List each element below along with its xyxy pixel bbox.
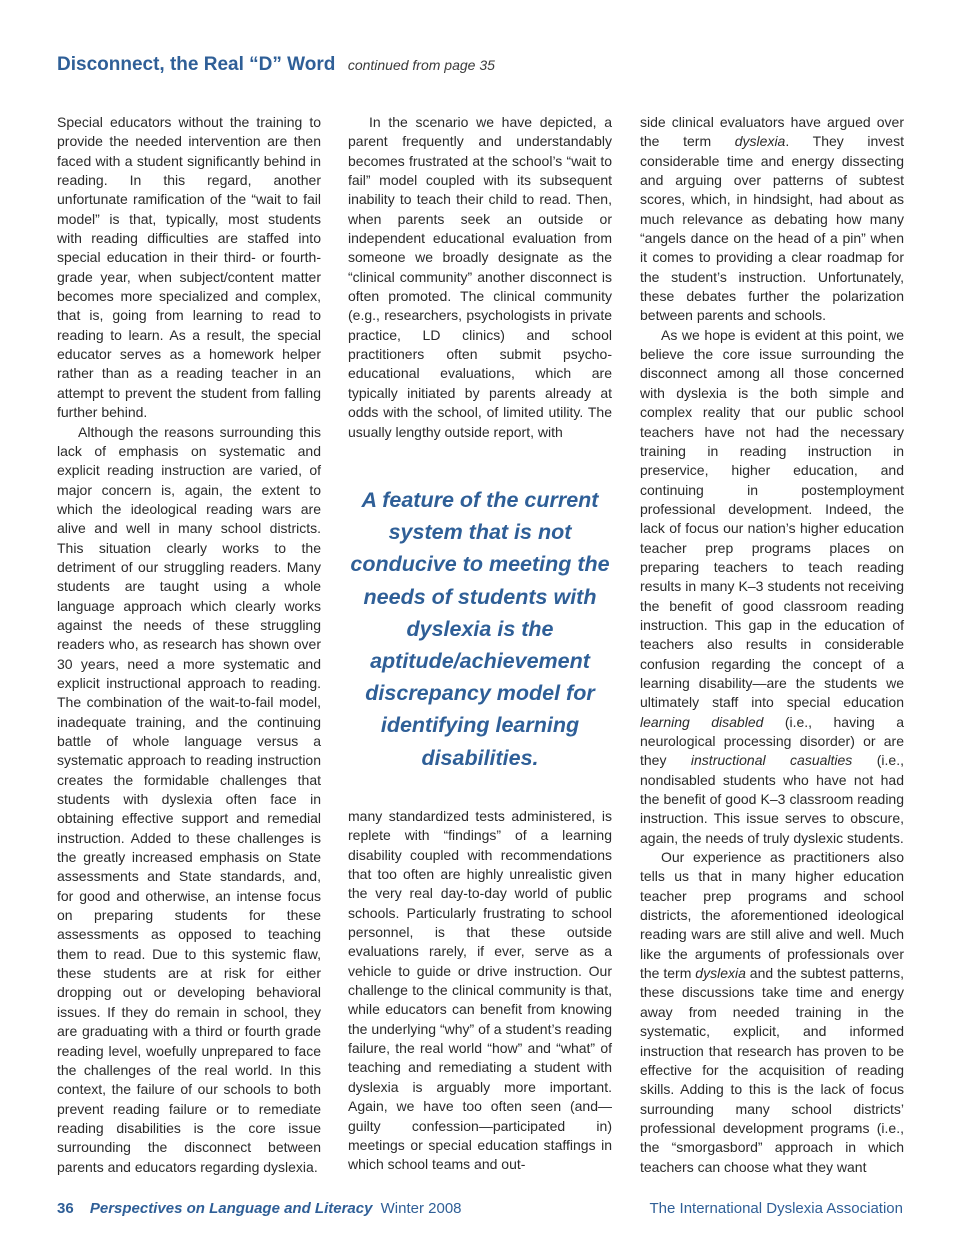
page-number: 36 bbox=[57, 1200, 74, 1217]
journal-title: Perspectives on Language and Literacy bbox=[89, 1200, 373, 1217]
col3-p1-emphasis: dyslexia bbox=[734, 133, 786, 150]
col3-p2-emphasis-2: instructional casualties bbox=[690, 752, 853, 769]
col3-p3-text-a: Our experience as practitioners also tells us that in many higher education teacher prep programs and school districts, the aforementioned ideological reading wars are still alive and well. Much like the arguments of professionals over the term bbox=[640, 849, 904, 982]
col3-p1-text-a: side clinical evaluators have argued over the term bbox=[640, 114, 904, 150]
continued-note: continued from page 35 bbox=[347, 57, 495, 73]
col3-paragraph-3 bbox=[640, 848, 904, 1177]
organization-name: The International Dyslexia Association bbox=[649, 1200, 903, 1217]
col3-paragraph-1 bbox=[640, 113, 904, 326]
column-2-top bbox=[348, 113, 612, 442]
page-footer bbox=[57, 1200, 903, 1222]
col3-p1-text-b: . They invest considerable time and energy dissecting and arguing over patterns of subtest scores, which, in hindsight, had about as much relevance as debating how many “angels dance on the head of a pin” when it comes to providing a clear roadmap for the student’s instruction. Unfortunately, these debates further the polarization between parents and schools. bbox=[640, 133, 904, 324]
col2-paragraph-2: many standardized tests administered, is replete with “findings” of a learning disability coupled with recommendations that too often are highly unrealistic given the very real day-to-day world of public schools. Particularly frustrating to school personnel, is that these outside evaluations rarely, if ever, serve as a vehicle to guide or drive instruction. Our challenge to the clinical community is that, while educators can benefit from knowing the underlying “why” of a student’s reading failure, the real world “how” and “what” of teaching and remediating a student with dyslexia is arguably more important. Again, we have too often seen (and—guilty confession—participated in) meetings or special education staffings in which school teams and out- bbox=[348, 808, 612, 1173]
col1-paragraph-2: Although the reasons surrounding this lack of emphasis on systematic and explicit reading instruction are varied, of major concern is, again, the extent to which the ideological reading wars are alive and well in many school districts. This situation clearly works to the detriment of our struggling readers. Many students are taught using a whole language approach which clearly works against the needs of these struggling readers who, as research has shown over 30 years, need a more systematic and explicit instructional approach to reading. The combination of the wait-to-fail model, inadequate training, and the continuing battle of whole language versus a systematic approach to reading instruction creates the formidable challenges that students with dyslexia often face in obtaining effective support and remedial instruction. Added to these challenges is the greatly increased emphasis on State assessments and State standards, and, for good and otherwise, an intense focus on preparing students for these assessments as opposed to teaching them to read. Due to this systemic flaw, these students are at risk for either dropping out or developing behavioral issues. If they do remain in school, they are graduating with a third or fourth grade reading level, woefully unprepared to face the challenges of the real world. In this context, the failure of our schools to both prevent reading failure or to remediate reading disabilities is the core issue surrounding the disconnect between parents and educators regarding dyslexia. bbox=[57, 423, 321, 1175]
pull-quote: A feature of the current system that is not conducive to meeting the needs of students with dyslexia is the aptitude/achievement discrepancy model for identifying learning disabilities. bbox=[350, 488, 610, 770]
col3-p3-emphasis: dyslexia bbox=[695, 965, 746, 982]
col3-p2-text-c: (i.e., nondisabled students who have not had the benefit of good K–3 classroom reading instruction. This issue serves to obscure, again, the needs of truly dyslexic students. bbox=[640, 752, 904, 846]
issue-date: Winter 2008 bbox=[380, 1200, 462, 1217]
col3-p3-text-b: and the subtest patterns, these discussions take time and energy away from needed training in the systematic, explicit, and informed instruction that research has proven to be effective for the acquisition of reading skills. Adding to this is the lack of focus surrounding many school districts’ professional development programs (i.e., the “smorgasbord” approach in which teachers can choose what they want bbox=[640, 965, 904, 1175]
column-3 bbox=[640, 113, 904, 1177]
page-header bbox=[57, 54, 917, 76]
col3-p2-text-b: (i.e., having a neurological processing disorder) or are they bbox=[640, 713, 904, 769]
col3-p2-emphasis-1: learning disabled bbox=[640, 713, 764, 730]
col2-paragraph-1: In the scenario we have depicted, a parent frequently and understandably becomes frustrated at the school’s “wait to fail” model coupled with its subsequent inability to teach their child to read. Then, when parents seek an outside or independent educational evaluation from someone we broadly designate as the “clinical community” another disconnect is often promoted. The clinical community (e.g., researchers, psychologists in private practice, LD clinics) and school practitioners often submit psycho-educational evaluations, which are typically initiated by parents already at odds with the school, of limited utility. The usually lengthy outside report, with bbox=[348, 114, 612, 440]
column-1 bbox=[57, 113, 321, 1177]
column-2-bottom bbox=[348, 807, 612, 1175]
col3-p2-text-a: As we hope is evident at this point, we believe the core issue surrounding the disconnect among all those concerned with dyslexia is the both simple and complex reality that our public school teachers have not had the necessary training in reading instruction in preservice, higher education, and continuing in postemployment professional development. Indeed, the lack of focus our nation’s higher education teacher prep programs places on preparing teachers to teach reading results in many K–3 students not receiving the benefit of good classroom reading instruction. This gap in the education of teachers also results in considerable confusion regarding the concept of a learning disability—are the students we ultimately staff into special education bbox=[640, 326, 904, 711]
col3-paragraph-2 bbox=[640, 326, 904, 848]
col1-paragraph-1: Special educators without the training to provide the needed intervention are then faced with a student significantly behind in reading. In this regard, another unfortunate ramification of the “wait to fail model” is that, typically, most students with reading difficulties are staffed into special education in their third- or fourth-grade year, when subject/content matter becomes more specialized and complex, that is, going from learning to read to reading to learn. As a result, the special educator serves as a homework helper rather than as a reading teacher in an attempt to prevent the student from falling further behind. bbox=[57, 114, 321, 421]
article-title: Disconnect, the Real “D” Word bbox=[57, 54, 336, 75]
